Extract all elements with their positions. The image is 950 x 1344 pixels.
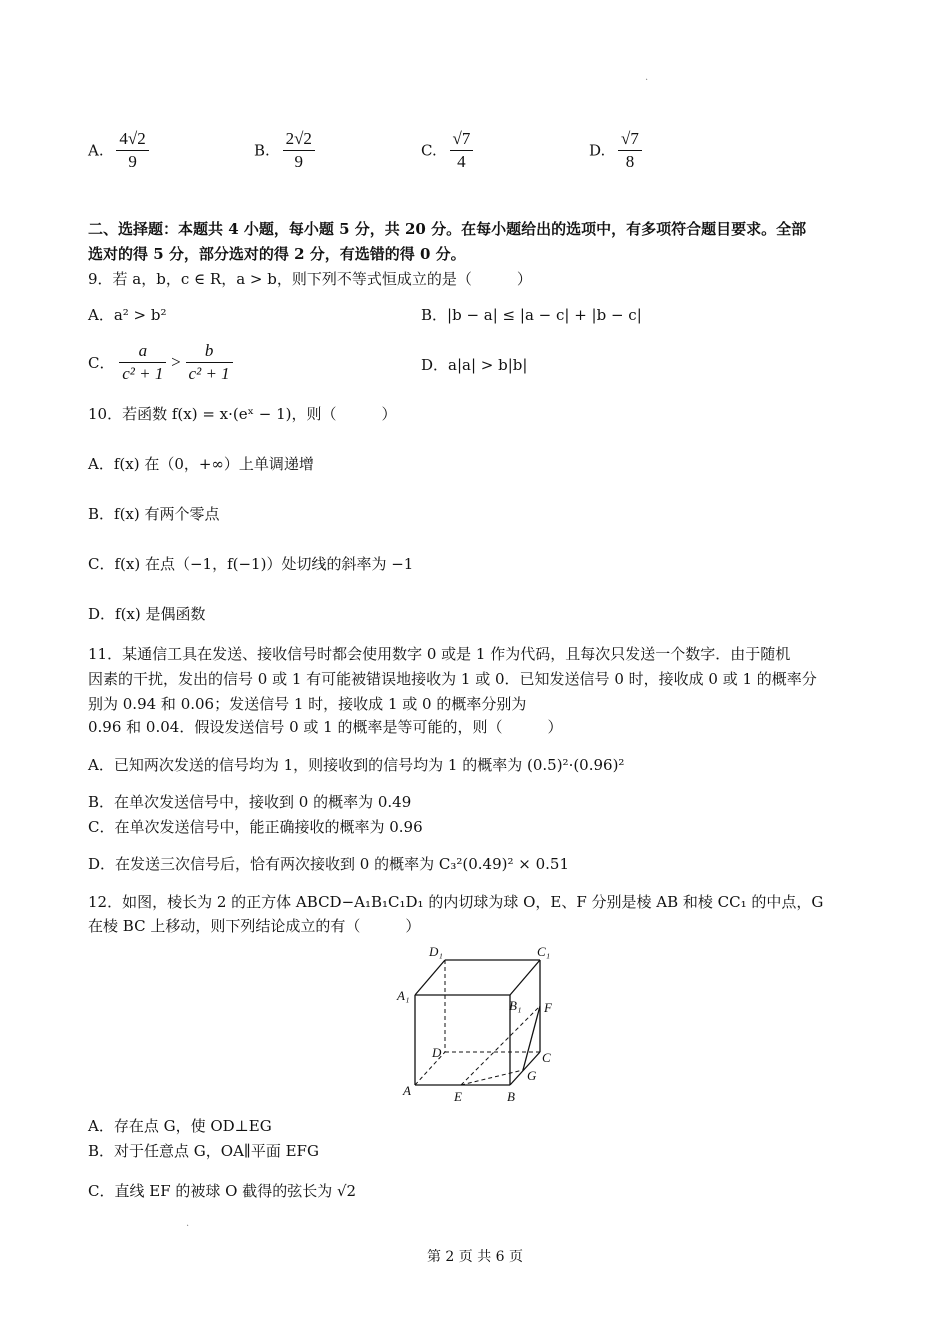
q10-option-a: A．f(x) 在（0，+∞）上单调递增 xyxy=(88,455,314,473)
q9-option-a: A．a² > b² xyxy=(88,306,167,324)
label-b: B xyxy=(507,1089,515,1104)
q9-stem: 9．若 a，b，c ∈ R，a > b，则下列不等式恒成立的是（ ） xyxy=(88,270,532,288)
section-heading: 二、选择题：本题共 4 小题，每小题 5 分，共 20 分。在每小题给出的选项中，有多项符合题目要求。全部 xyxy=(88,220,807,238)
label-d1: D₁ xyxy=(429,944,443,959)
q9-option-c: C． $\frac{a}{\text{c² + 1}}$ > $\frac{b}{\text{c² + 1}}$ xyxy=(88,340,233,385)
label-a1: A₁ xyxy=(397,988,410,1003)
q9-option-d: D．a|a| > b|b| xyxy=(421,356,528,374)
q11-option-a: A．已知两次发送的信号均为 1，则接收到的信号均为 1 的概率为 (0.5)²·(0.96)² xyxy=(88,756,625,774)
label-a: A xyxy=(403,1083,411,1098)
label-c: C xyxy=(542,1050,551,1065)
label-f: F xyxy=(544,1000,552,1015)
cube-figure xyxy=(395,940,565,1105)
q11-option-b: B．在单次发送信号中，接收到 0 的概率为 0.49 xyxy=(88,793,412,811)
stray-dot: . xyxy=(645,72,649,83)
q11-stem-line3: 别为 0.94 和 0.06；发送信号 1 时，接收成 1 或 0 的概率分别为 xyxy=(88,695,527,713)
q8-option-d: D. $\frac{√7}{8}$ xyxy=(589,128,642,173)
label-e: E xyxy=(454,1089,462,1104)
page-number: 第 2 页 共 6 页 xyxy=(426,1249,524,1265)
q11-option-c: C．在单次发送信号中，能正确接收的概率为 0.96 xyxy=(88,818,423,836)
label-c1: C₁ xyxy=(537,944,551,959)
q8-option-b: B. $\frac{2√2}{9}$ xyxy=(254,128,315,173)
q12-stem-line2: 在棱 BC 上移动，则下列结论成立的有（ ） xyxy=(88,917,421,935)
q8-option-a: A. $\frac{4√2}{9}$ xyxy=(88,128,149,173)
label-b1: B₁ xyxy=(509,998,522,1013)
q12-option-c: C．直线 EF 的被球 O 截得的弦长为 √2 xyxy=(88,1182,357,1200)
q8-option-c: C. $\frac{√7}{4}$ xyxy=(421,128,473,173)
q11-stem-line2: 因素的干扰，发出的信号 0 或 1 有可能被错误地接收为 1 或 0．已知发送信号 0 时，接收成 0 或 1 的概率分 xyxy=(88,670,817,688)
q10-stem: 10．若函数 f(x) = x·(eˣ − 1)，则（ ） xyxy=(88,405,397,423)
section-heading-cont: 选对的得 5 分，部分选对的得 2 分，有选错的得 0 分。 xyxy=(88,245,466,263)
q11-option-d: D．在发送三次信号后，恰有两次接收到 0 的概率为 C₃²(0.49)² × 0.51 xyxy=(88,855,569,873)
q10-option-d: D．f(x) 是偶函数 xyxy=(88,605,206,623)
q12-stem-line1: 12．如图，棱长为 2 的正方体 ABCD−A₁B₁C₁D₁ 的内切球为球 O，E、F 分别是棱 AB 和棱 CC₁ 的中点，G xyxy=(88,893,824,911)
stray-dot: . xyxy=(186,1218,190,1229)
q10-option-b: B．f(x) 有两个零点 xyxy=(88,505,220,523)
q10-option-c: C．f(x) 在点（−1，f(−1)）处切线的斜率为 −1 xyxy=(88,555,414,573)
q11-stem-line4: 0.96 和 0.04．假设发送信号 0 或 1 的概率是等可能的，则（ ） xyxy=(88,718,563,736)
q11-stem-line1: 11．某通信工具在发送、接收信号时都会使用数字 0 或是 1 作为代码，且每次只发送一个数字．由于随机 xyxy=(88,645,791,663)
q12-option-b: B．对于任意点 G，OA∥平面 EFG xyxy=(88,1142,319,1160)
q12-option-a: A．存在点 G，使 OD⊥EG xyxy=(88,1117,272,1135)
label-g: G xyxy=(527,1068,537,1083)
q9-option-b: B．|b − a| ≤ |a − c| + |b − c| xyxy=(421,306,642,324)
label-d: D xyxy=(432,1045,442,1060)
